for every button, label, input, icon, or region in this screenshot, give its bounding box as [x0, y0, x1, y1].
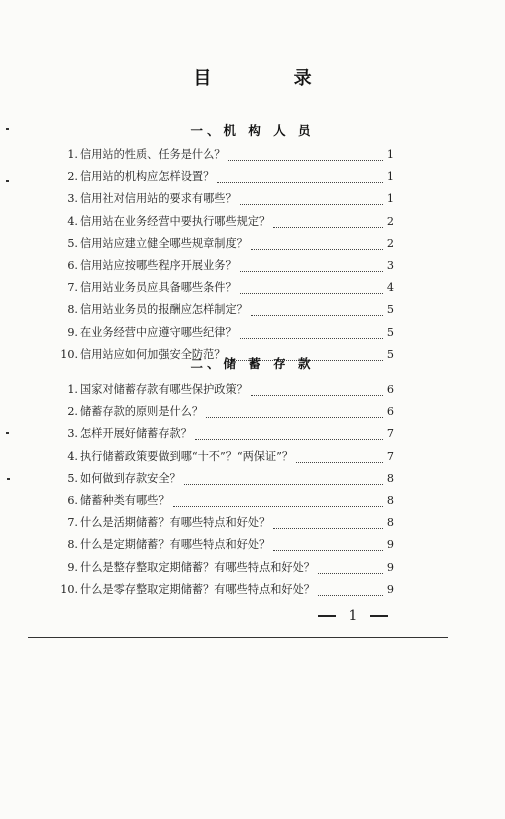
toc-entry-page: 2 [386, 236, 394, 250]
toc-dot-leader [251, 394, 383, 396]
toc-entry [58, 536, 394, 558]
toc-entry-title: 在业务经营中应遵守哪些纪律？ [80, 325, 237, 339]
toc-dot-leader [240, 270, 383, 272]
toc-entry [58, 425, 394, 447]
toc-dot-leader [318, 572, 383, 574]
toc-entry-number: 5. [67, 236, 78, 250]
toc-entry-number: 4. [67, 214, 78, 228]
toc-entry-page: 8 [386, 516, 394, 530]
toc-entry-page: 5 [386, 325, 394, 339]
toc-entry [58, 257, 394, 279]
section-title-savings: 二、储 蓄 存 款 [190, 356, 315, 371]
toc-entry-title: 怎样开展好储蓄存款？ [80, 427, 192, 441]
section-title-organization: 一、机 构 人 员 [190, 123, 315, 138]
toc-entry-number: 7. [67, 516, 78, 530]
toc-entry [58, 559, 394, 581]
toc-entry-title: 信用社对信用站的要求有哪些？ [80, 192, 237, 206]
toc-dot-leader [184, 483, 383, 485]
toc-entry-title: 执行储蓄政策要做到哪“十不”？“两保证”？ [80, 449, 294, 463]
toc-entry-title: 信用站应如何加强安全防范？ [80, 347, 226, 361]
toc-entry-number: 3. [67, 427, 78, 441]
toc-entry [58, 381, 394, 403]
toc-entry-page: 1 [386, 148, 394, 161]
toc-entry [58, 581, 394, 603]
toc-entry-page: 8 [386, 471, 394, 485]
toc-entry-number: 5. [67, 471, 78, 485]
toc-entry-page: 7 [386, 427, 394, 441]
toc-entry-page: 5 [386, 347, 394, 361]
toc-entry-title: 信用站应建立健全哪些规章制度？ [80, 236, 248, 250]
toc-entry-number: 3. [67, 192, 78, 206]
toc-entry-title: 什么是零存整取定期储蓄？有哪些特点和好处？ [80, 582, 315, 596]
toc-dot-leader [217, 181, 383, 183]
toc-entry-page: 7 [386, 449, 394, 463]
toc-list-organization [58, 146, 394, 368]
toc-entry-number: 10. [60, 347, 78, 361]
toc-entry-number: 7. [67, 281, 78, 295]
toc-entry-title: 什么是活期储蓄？有哪些特点和好处？ [80, 516, 271, 530]
toc-dot-leader [273, 549, 383, 551]
toc-dot-leader [240, 203, 383, 205]
toc-entry-page: 5 [386, 303, 394, 317]
toc-entry-number: 8. [67, 303, 78, 317]
page-number-value: 1 [348, 608, 358, 624]
toc-entry-number: 2. [67, 405, 78, 419]
toc-entry-title: 如何做到存款安全？ [80, 471, 181, 485]
toc-entry-page: 1 [386, 192, 394, 206]
toc-entry-number: 8. [67, 538, 78, 552]
toc-entry-page: 4 [386, 281, 394, 295]
toc-entry-title: 国家对储蓄存款有哪些保护政策？ [80, 383, 248, 396]
toc-entry-title: 什么是定期储蓄？有哪些特点和好处？ [80, 538, 271, 552]
toc-entry-page: 9 [386, 582, 394, 596]
toc-entry [58, 301, 394, 323]
scan-speck [7, 478, 10, 480]
toc-entry-title: 信用站在业务经营中要执行哪些规定？ [80, 214, 271, 228]
toc-entry [58, 448, 394, 470]
toc-list-savings [58, 381, 394, 603]
toc-entry-number: 6. [67, 258, 78, 272]
toc-entry [58, 324, 394, 346]
toc-entry [58, 470, 394, 492]
toc-entry-number: 9. [67, 325, 78, 339]
toc-entry [58, 168, 394, 190]
toc-entry-number: 4. [67, 449, 78, 463]
toc-entry [58, 235, 394, 257]
toc-entry-page: 6 [386, 405, 394, 419]
toc-entry-title: 什么是整存整取定期储蓄？有哪些特点和好处？ [80, 560, 315, 574]
toc-dot-leader [228, 159, 383, 161]
toc-entry-number: 1. [67, 383, 78, 396]
toc-entry [58, 403, 394, 425]
toc-entry-page: 9 [386, 538, 394, 552]
toc-entry [58, 514, 394, 536]
toc-entry [58, 492, 394, 514]
scan-edge-line [28, 637, 448, 638]
toc-entry-title: 信用站应按哪些程序开展业务？ [80, 258, 237, 272]
toc-entry-title: 信用站业务员应具备哪些条件？ [80, 281, 237, 295]
toc-dot-leader [195, 438, 383, 440]
toc-entry-title: 信用站的性质、任务是什么？ [80, 148, 226, 161]
toc-entry-page: 1 [386, 170, 394, 184]
toc-entry [58, 279, 394, 301]
scan-speck [6, 128, 9, 130]
toc-entry-number: 9. [67, 560, 78, 574]
toc-entry-number: 6. [67, 493, 78, 507]
toc-entry-page: 9 [386, 560, 394, 574]
scan-speck [6, 432, 9, 434]
toc-dot-leader [206, 416, 383, 418]
toc-entry-title: 信用站业务员的报酬应怎样制定？ [80, 303, 248, 317]
page-number [318, 608, 388, 624]
toc-entry [58, 190, 394, 212]
toc-dot-leader [240, 337, 383, 339]
scan-speck [6, 180, 9, 182]
toc-dot-leader [296, 461, 383, 463]
toc-dot-leader [273, 226, 383, 228]
toc-entry-number: 10. [60, 582, 78, 596]
toc-entry-title: 信用站的机构应怎样设置？ [80, 170, 215, 184]
toc-entry-page: 3 [386, 258, 394, 272]
page-number-dash-left [318, 615, 336, 616]
page-title: 目 录 [193, 68, 350, 89]
toc-entry [58, 213, 394, 235]
toc-dot-leader [273, 527, 383, 529]
toc-entry-number: 2. [67, 170, 78, 184]
toc-entry-title: 储蓄存款的原则是什么？ [80, 405, 204, 419]
toc-dot-leader [173, 505, 383, 507]
toc-entry-title: 储蓄种类有哪些？ [80, 493, 170, 507]
toc-dot-leader [240, 292, 383, 294]
toc-dot-leader [318, 594, 383, 596]
toc-entry-page: 6 [386, 383, 394, 396]
toc-entry-page: 8 [386, 493, 394, 507]
toc-dot-leader [251, 248, 383, 250]
toc-entry [58, 146, 394, 168]
page-number-dash-right [370, 615, 388, 616]
toc-entry-number: 1. [67, 148, 78, 161]
toc-entry-page: 2 [386, 214, 394, 228]
toc-dot-leader [251, 314, 383, 316]
